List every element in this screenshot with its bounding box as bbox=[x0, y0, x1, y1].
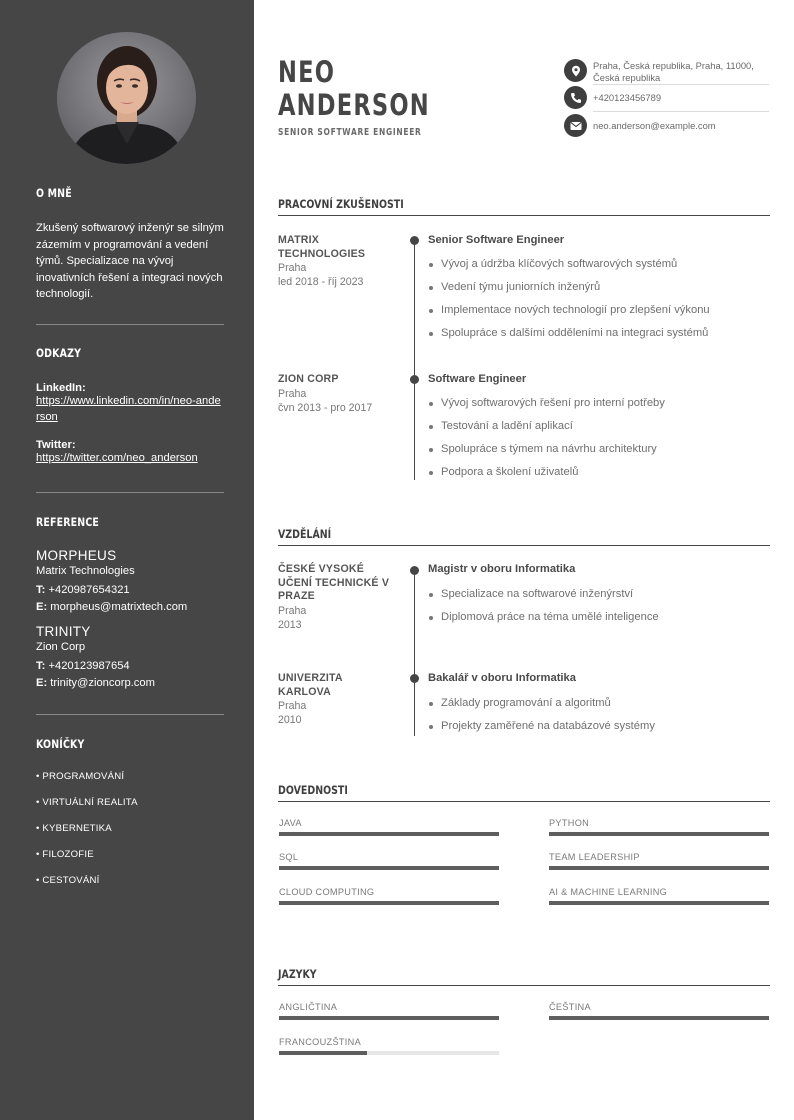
email-prefix: E: bbox=[36, 677, 48, 689]
list-item: Vývoj a údržba klíčových softwarových systémů bbox=[428, 258, 773, 281]
sidebar-divider bbox=[36, 714, 224, 715]
skill-name: JAVA bbox=[279, 818, 302, 828]
skill-bar bbox=[279, 866, 499, 870]
school-name: UČENÍ TECHNICKÉ V bbox=[278, 576, 390, 589]
school-name: UNIVERZITA bbox=[278, 672, 343, 684]
job-duties bbox=[428, 258, 773, 350]
experience-heading: PRACOVNÍ ZKUŠENOSTI bbox=[278, 197, 404, 211]
list-item: Specializace na softwarové inženýrství bbox=[428, 588, 773, 611]
contact-divider bbox=[593, 111, 769, 112]
job-duties bbox=[428, 397, 773, 489]
reference-company: Matrix Technologies bbox=[36, 565, 135, 577]
skill-level-fill bbox=[279, 866, 499, 870]
sidebar-divider bbox=[36, 324, 224, 325]
company-name: MATRIX bbox=[278, 234, 320, 246]
about-section bbox=[36, 186, 224, 303]
degree: Magistr v oboru Informatika bbox=[428, 563, 576, 575]
timeline-dot bbox=[410, 375, 419, 384]
timeline-dot bbox=[410, 566, 419, 575]
skill-item bbox=[549, 887, 769, 905]
reference-company: Zion Corp bbox=[36, 641, 86, 653]
language-bar bbox=[279, 1051, 499, 1055]
languages-heading: JAZYKY bbox=[278, 967, 317, 981]
linkedin-label: LinkedIn: bbox=[36, 382, 86, 394]
language-item bbox=[279, 1002, 499, 1020]
company-name: TECHNOLOGIES bbox=[278, 247, 366, 260]
school-block bbox=[278, 672, 396, 727]
phone-prefix: T: bbox=[36, 584, 46, 596]
language-level-fill bbox=[279, 1016, 499, 1020]
reference-email-value: trinity@zioncorp.com bbox=[50, 677, 155, 689]
last-name: ANDERSON bbox=[278, 88, 430, 122]
location-pin-icon bbox=[564, 59, 587, 82]
skill-item bbox=[549, 818, 769, 836]
language-bar bbox=[549, 1016, 769, 1020]
skills-heading: DOVEDNOSTI bbox=[278, 783, 348, 797]
about-text: Zkušený softwarový inženýr se silným zázemím v programování a vedení týmů. Specializace na vývoj inovativních řešení a integraci nových technologií. bbox=[36, 222, 224, 300]
email-prefix: E: bbox=[36, 601, 48, 613]
profile-photo bbox=[57, 32, 196, 164]
hobbies-list bbox=[36, 771, 224, 901]
skill-bar bbox=[549, 832, 769, 836]
list-item: Základy programování a algoritmů bbox=[428, 697, 773, 720]
twitter-label: Twitter: bbox=[36, 439, 76, 451]
reference-email-value: morpheus@matrixtech.com bbox=[50, 601, 188, 613]
list-item: Diplomová práce na téma umělé inteligence bbox=[428, 611, 773, 634]
school-city: Praha bbox=[278, 700, 307, 712]
skill-item bbox=[279, 852, 499, 870]
list-item: Podpora a školení uživatelů bbox=[428, 466, 773, 489]
skill-bar bbox=[279, 901, 499, 905]
sidebar bbox=[0, 0, 254, 1120]
skill-item bbox=[549, 852, 769, 870]
phone-text: +420123456789 bbox=[593, 92, 662, 103]
list-item: Spolupráce s týmem na návrhu architektury bbox=[428, 443, 773, 466]
list-item: Spolupráce s dalšími odděleními na integraci systémů bbox=[428, 327, 773, 350]
language-level-fill bbox=[279, 1051, 367, 1055]
reference-email bbox=[36, 675, 224, 692]
phone-prefix: T: bbox=[36, 660, 46, 672]
skill-item bbox=[279, 818, 499, 836]
contact-divider bbox=[593, 84, 769, 85]
skill-level-fill bbox=[279, 832, 499, 836]
references-heading: REFERENCE bbox=[36, 515, 100, 529]
language-name: FRANCOUZŠTINA bbox=[279, 1037, 361, 1047]
school-year: 2010 bbox=[278, 714, 302, 726]
skill-level-fill bbox=[549, 832, 769, 836]
skill-name: AI & MACHINE LEARNING bbox=[549, 887, 668, 897]
school-year: 2013 bbox=[278, 618, 302, 631]
list-item: Implementace nových technologií pro zlepšení výkonu bbox=[428, 304, 773, 327]
reference-name: TRINITY bbox=[36, 624, 91, 639]
language-item bbox=[279, 1037, 499, 1055]
language-name: ČEŠTINA bbox=[549, 1002, 591, 1012]
link-item bbox=[36, 439, 224, 467]
links-section bbox=[36, 346, 224, 467]
education-timeline bbox=[414, 570, 415, 736]
school-block bbox=[278, 563, 396, 632]
twitter-link[interactable]: https://twitter.com/neo_anderson bbox=[36, 452, 198, 464]
references-section bbox=[36, 515, 224, 692]
hobby-item: • KYBERNETIKA bbox=[36, 823, 112, 834]
school-name: PRAZE bbox=[278, 590, 315, 602]
links-heading: ODKAZY bbox=[36, 346, 82, 360]
email-text: neo.anderson@example.com bbox=[593, 120, 716, 131]
section-divider bbox=[278, 215, 770, 216]
company-block bbox=[278, 373, 396, 415]
job-role: Senior Software Engineer bbox=[428, 234, 565, 246]
hobby-item: • CESTOVÁNÍ bbox=[36, 875, 100, 886]
language-name: ANGLIČTINA bbox=[279, 1002, 338, 1012]
list-item: Projekty zaměřené na databázové systémy bbox=[428, 720, 773, 743]
hobby-item: • FILOZOFIE bbox=[36, 849, 94, 860]
reference-phone bbox=[36, 658, 224, 675]
hobby-item: • PROGRAMOVÁNÍ bbox=[36, 771, 125, 782]
linkedin-link[interactable]: https://www.linkedin.com/in/neo-anderson bbox=[36, 395, 221, 423]
skill-name: TEAM LEADERSHIP bbox=[549, 852, 640, 862]
reference-email bbox=[36, 599, 224, 616]
school-name: KARLOVA bbox=[278, 685, 331, 698]
skill-name: PYTHON bbox=[549, 818, 590, 828]
reference-phone bbox=[36, 582, 224, 599]
hobbies-section bbox=[36, 737, 224, 901]
skill-level-fill bbox=[549, 866, 769, 870]
phone-icon bbox=[564, 86, 587, 109]
about-heading: O MNĚ bbox=[36, 186, 72, 200]
contact-address bbox=[564, 59, 769, 83]
link-item bbox=[36, 382, 224, 425]
reference-item bbox=[36, 548, 224, 616]
skill-item bbox=[279, 887, 499, 905]
first-name: NEO bbox=[278, 55, 336, 89]
skill-bar bbox=[549, 866, 769, 870]
job-title: SENIOR SOFTWARE ENGINEER bbox=[278, 127, 422, 138]
company-block bbox=[278, 234, 396, 289]
skill-level-fill bbox=[279, 901, 499, 905]
language-item bbox=[549, 1002, 769, 1020]
address-text: Praha, Česká republika, Praha, 11000, Česká republika bbox=[593, 60, 754, 83]
skill-name: SQL bbox=[279, 852, 299, 862]
skill-bar bbox=[549, 901, 769, 905]
degree: Bakalář v oboru Informatika bbox=[428, 672, 576, 684]
company-name: ZION CORP bbox=[278, 373, 339, 385]
section-divider bbox=[278, 801, 770, 802]
hobby-item: • VIRTUÁLNÍ REALITA bbox=[36, 797, 138, 808]
list-item: Vedení týmu juniorních inženýrů bbox=[428, 281, 773, 304]
job-dates: led 2018 - říj 2023 bbox=[278, 276, 364, 288]
school-name: ČESKÉ VYSOKÉ bbox=[278, 563, 364, 575]
company-city: Praha bbox=[278, 262, 307, 274]
section-divider bbox=[278, 985, 770, 986]
experience-timeline bbox=[414, 240, 415, 480]
language-level-fill bbox=[549, 1016, 769, 1020]
education-heading: VZDĚLÁNÍ bbox=[278, 527, 332, 541]
reference-phone-value: +420123987654 bbox=[48, 660, 130, 672]
job-role: Software Engineer bbox=[428, 373, 527, 385]
skill-bar bbox=[279, 832, 499, 836]
contact-phone bbox=[564, 86, 769, 110]
reference-item bbox=[36, 624, 224, 692]
reference-name: MORPHEUS bbox=[36, 548, 117, 563]
envelope-icon bbox=[564, 114, 587, 137]
school-city: Praha bbox=[278, 604, 307, 617]
degree-details bbox=[428, 588, 773, 634]
timeline-dot bbox=[410, 236, 419, 245]
degree-details bbox=[428, 697, 773, 743]
contact-email bbox=[564, 114, 769, 138]
reference-phone-value: +420987654321 bbox=[48, 584, 130, 596]
timeline-dot bbox=[410, 674, 419, 683]
sidebar-divider bbox=[36, 492, 224, 493]
language-bar bbox=[279, 1016, 499, 1020]
company-city: Praha bbox=[278, 387, 307, 400]
job-dates: čvn 2013 - pro 2017 bbox=[278, 401, 373, 414]
skill-name: CLOUD COMPUTING bbox=[279, 887, 375, 897]
list-item: Testování a ladění aplikací bbox=[428, 420, 773, 443]
section-divider bbox=[278, 545, 770, 546]
skill-level-fill bbox=[549, 901, 769, 905]
hobbies-heading: KONÍČKY bbox=[36, 737, 85, 751]
person-name bbox=[278, 56, 430, 122]
list-item: Vývoj softwarových řešení pro interní potřeby bbox=[428, 397, 773, 420]
